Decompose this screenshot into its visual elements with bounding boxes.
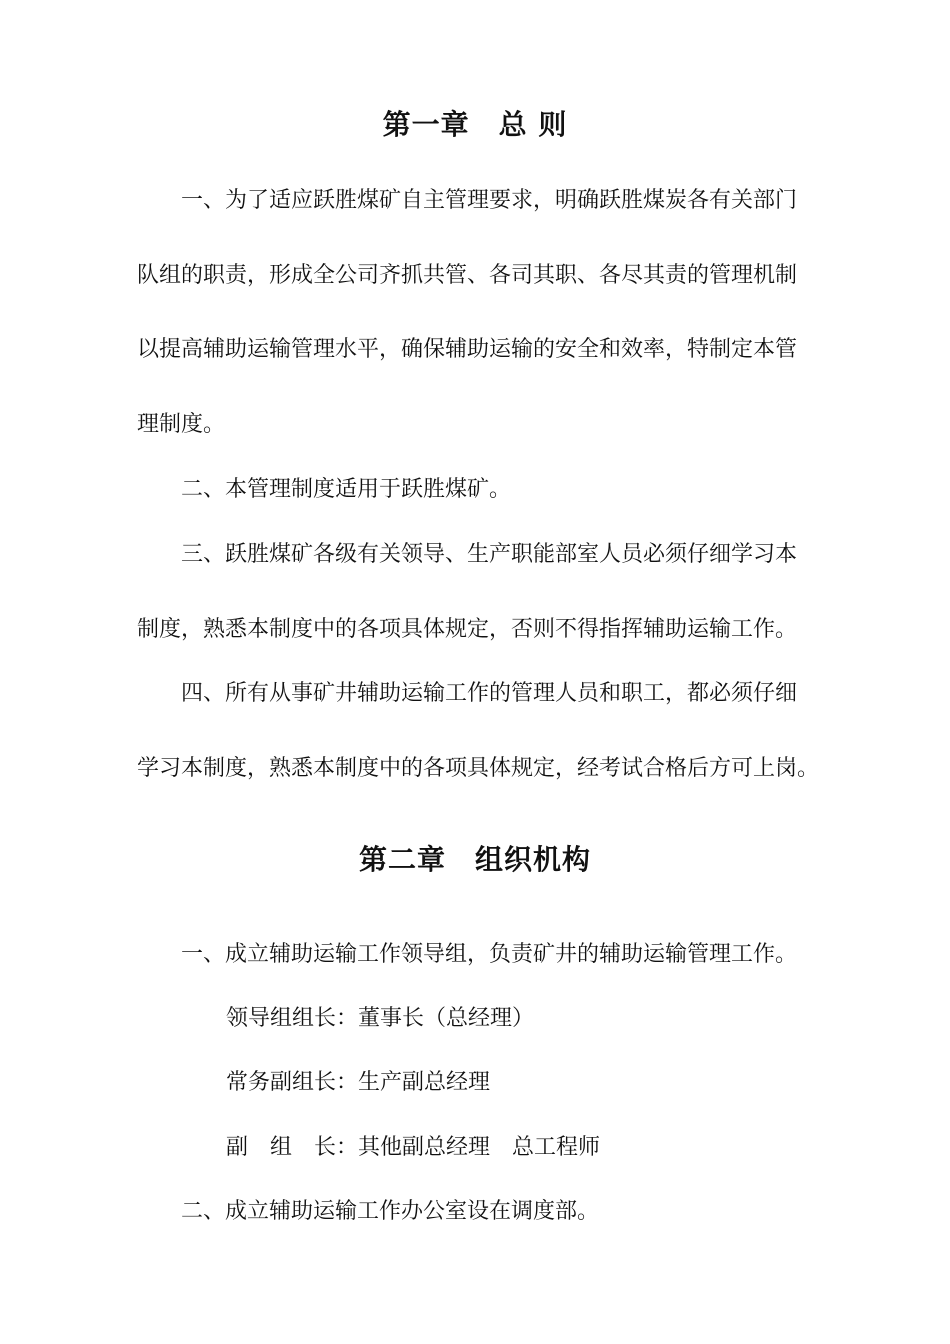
chapter-2-line-1: 一、成立辅助运输工作领导组，负责矿井的辅助运输管理工作。 bbox=[181, 942, 798, 967]
chapter-2-line-3: 常务副组长：生产副总经理 bbox=[226, 1070, 491, 1095]
chapter-1-line-8: 四、所有从事矿井辅助运输工作的管理人员和职工，都必须仔细 bbox=[181, 681, 798, 706]
chapter-1-line-6: 三、跃胜煤矿各级有关领导、生产职能部室人员必须仔细学习本 bbox=[181, 542, 798, 567]
chapter-2-line-5: 二、成立辅助运输工作办公室设在调度部。 bbox=[181, 1199, 600, 1224]
chapter-1-line-7: 制度，熟悉本制度中的各项具体规定，否则不得指挥辅助运输工作。 bbox=[137, 617, 798, 642]
chapter-1-line-1: 一、为了适应跃胜煤矿自主管理要求，明确跃胜煤炭各有关部门 bbox=[181, 188, 798, 213]
chapter-2-title: 第二章 组织机构 bbox=[358, 843, 591, 876]
chapter-1-line-3: 以提高辅助运输管理水平，确保辅助运输的安全和效率，特制定本管 bbox=[137, 337, 798, 362]
chapter-1-line-5: 二、本管理制度适用于跃胜煤矿。 bbox=[181, 477, 512, 502]
chapter-1-title: 第一章 总 则 bbox=[382, 108, 568, 141]
chapter-1-line-9: 学习本制度，熟悉本制度中的各项具体规定，经考试合格后方可上岗。 bbox=[137, 756, 820, 781]
chapter-1-line-2: 队组的职责，形成全公司齐抓共管、各司其职、各尽其责的管理机制 bbox=[137, 263, 798, 288]
chapter-2-line-4: 副 组 长：其他副总经理 总工程师 bbox=[226, 1135, 601, 1160]
chapter-2-line-2: 领导组组长：董事长（总经理） bbox=[226, 1006, 535, 1031]
chapter-1-line-4: 理制度。 bbox=[137, 412, 226, 437]
